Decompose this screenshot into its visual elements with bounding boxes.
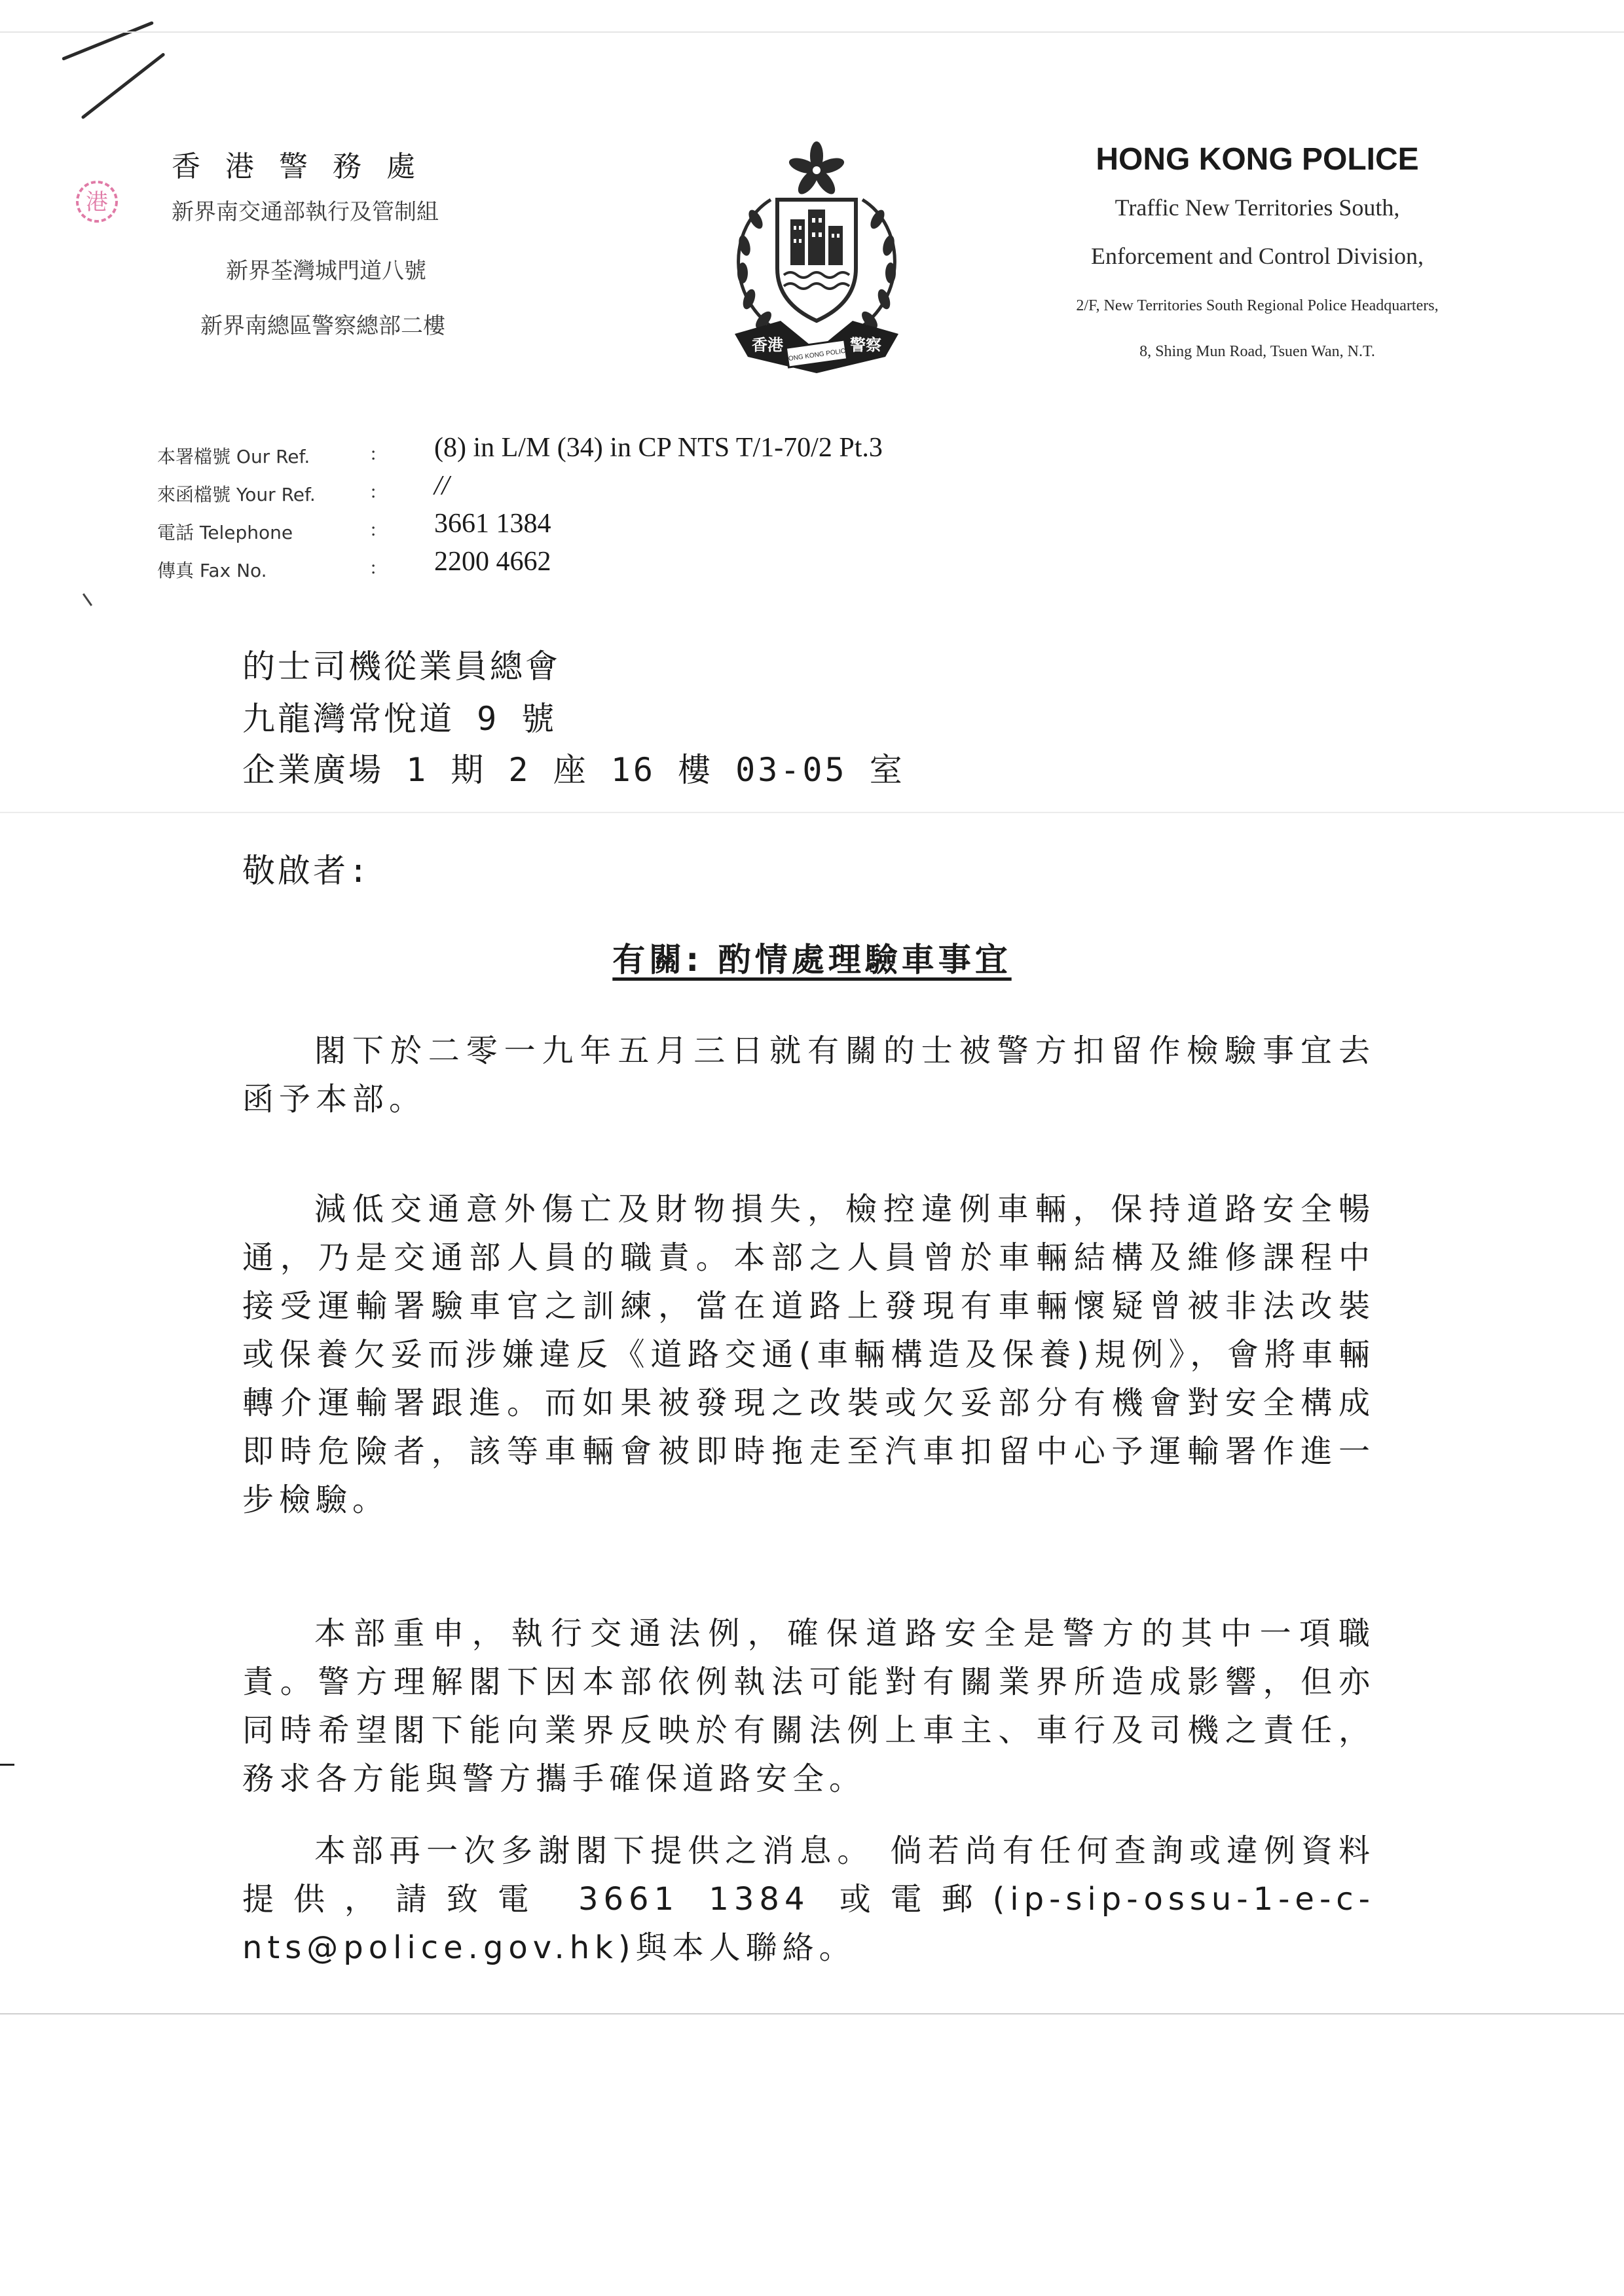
en-address-line-2: 8, Shing Mun Road, Tsuen Wan, N.T. [1139,343,1375,360]
recipient-name: 的士司機從業員總會 [242,647,561,685]
paragraph-text: 本部重申，執行交通法例，確保道路安全是警方的其中一項職責。警方理解閣下因本部依例執法可能對有關業界所造成影響，但亦同時希望閣下能向業界反映於有關法例上車主、車行及司機之責任，務求各方能與警方攜手確保道路安全。 [242,1615,1375,1797]
police-crest-icon [709,134,925,383]
en-department-title: HONG KONG POLICE [1096,142,1419,177]
salutation: 敬啟者: [242,852,371,890]
scan-line-1 [0,812,1624,813]
scan-line-2 [0,2013,1624,2014]
ref-value-telephone: 3661 1384 [434,509,551,539]
scan-line-top [0,31,1624,33]
ref-label-our-ref: 本署檔號 Our Ref. [157,446,310,467]
ref-label-fax: 傳真 Fax No. [157,560,267,581]
subject-heading: 有關: 酌情處理驗車事宜 [612,941,1012,979]
ref-value-our-ref: (8) in L/M (34) in CP NTS T/1-70/2 Pt.3 [434,433,883,463]
en-division-line-1: Traffic New Territories South, [1115,194,1400,221]
ref-colon: : [371,519,377,540]
received-stamp-icon [71,175,123,228]
en-address-line-1: 2/F, New Territories South Regional Police Headquarters, [1076,297,1439,314]
svg-text:港: 港 [86,189,108,215]
ref-label-your-ref: 來函檔號 Your Ref. [157,484,316,505]
recipient-address-2: 企業廣場 1 期 2 座 16 樓 03-05 室 [242,751,905,789]
crest-left-text: 香港 [752,336,783,354]
pen-mark-2 [81,52,165,119]
ref-colon: : [371,481,377,502]
ref-label-telephone: 電話 Telephone [157,522,293,543]
paragraph-4 [242,1827,1375,1972]
crest-ribbon-text: HONG KONG POLICE [783,346,851,363]
paragraph-text: 本部再一次多謝閣下提供之消息。 倘若尚有任何查詢或違例資料提供，請致電 3661 1384 或電郵(ip-sip-ossu-1-e-c-nts@police.gov.hk)與本人聯絡。 [242,1832,1375,1966]
cn-department-title: 香港警務處 [172,150,440,183]
ref-value-your-ref: // [434,471,450,501]
ref-colon: : [371,556,377,578]
cn-address-line-1: 新界荃灣城門道八號 [226,258,426,284]
left-edge-mark [0,1764,14,1766]
paragraph-text: 減低交通意外傷亡及財物損失，檢控違例車輛，保持道路安全暢通，乃是交通部人員的職責。本部之人員曾於車輛結構及維修課程中接受運輸署驗車官之訓練，當在道路上發現有車輛懷疑曾被非法改裝或保養欠妥而涉嫌違反《道路交通(車輛構造及保養)規例》，會將車輛轉介運輸署跟進。而如果被發現之改裝或欠妥部分有機會對安全構成即時危險者，該等車輛會被即時拖走至汽車扣留中心予運輸署作進一步檢驗。 [242,1191,1375,1518]
paragraph-1 [242,1027,1375,1123]
pen-mark-1 [62,21,154,61]
crest-right-text: 警察 [850,336,881,354]
en-division-line-2: Enforcement and Control Division, [1091,243,1424,269]
paragraph-3 [242,1609,1375,1803]
tick-mark [83,593,92,606]
ref-value-fax: 2200 4662 [434,547,551,577]
cn-address-line-2: 新界南總區警察總部二樓 [200,313,445,339]
recipient-address-1: 九龍灣常悅道 9 號 [242,700,557,738]
paragraph-text: 閣下於二零一九年五月三日就有關的士被警方扣留作檢驗事宜去函予本部。 [242,1032,1375,1118]
ref-colon: : [371,443,377,464]
paragraph-2 [242,1185,1375,1524]
cn-division: 新界南交通部執行及管制組 [172,199,439,225]
